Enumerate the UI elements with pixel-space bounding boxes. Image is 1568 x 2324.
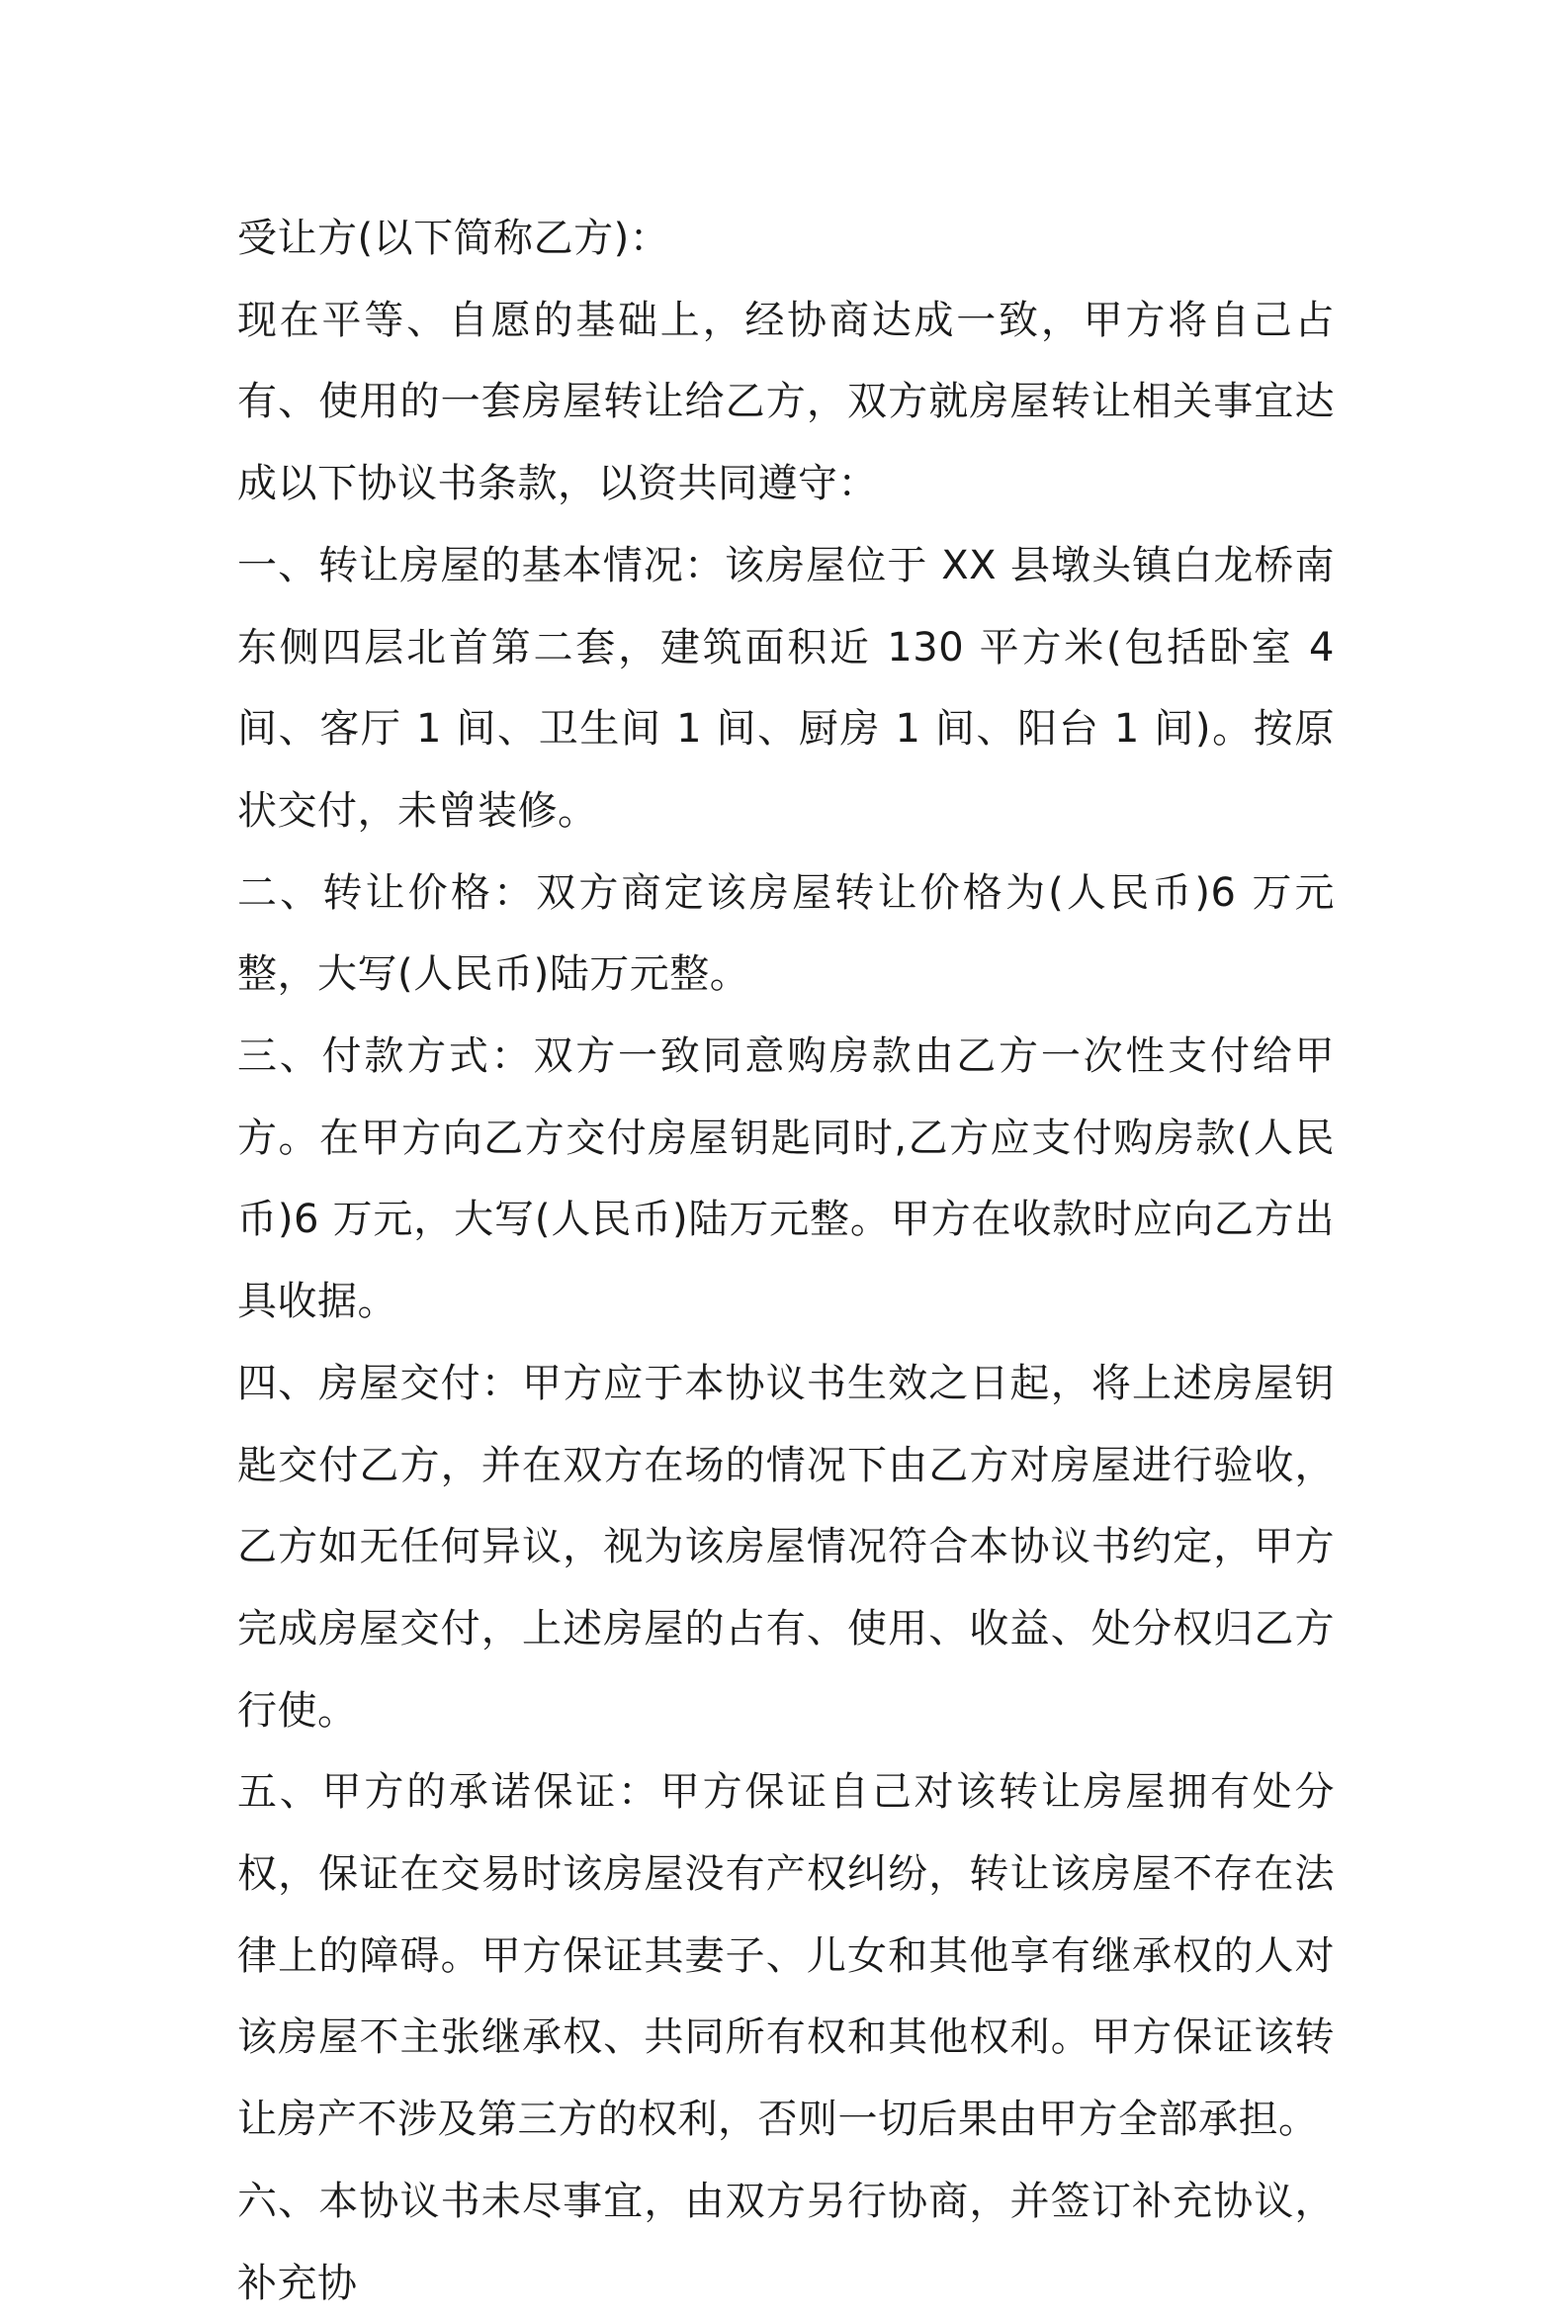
paragraph-preamble: 现在平等、自愿的基础上，经协商达成一致，甲方将自己占有、使用的一套房屋转让给乙方，双方就房屋转让相关事宜达成以下协议书条款，以资共同遵守： [237, 297, 1335, 507]
document-body [237, 198, 1335, 2324]
paragraph-clause-5: 五、甲方的承诺保证：甲方保证自己对该转让房屋拥有处分权，保证在交易时该房屋没有产权纠纷，转让该房屋不存在法律上的障碍。甲方保证其妻子、儿女和其他享有继承权的人对该房屋不主张继承权、共同所有权和其他权利。甲方保证该转让房产不涉及第三方的权利，否则一切后果由甲方全部承担。 [237, 1769, 1335, 2143]
paragraph-clause-2: 二、转让价格：双方商定该房屋转让价格为(人民币)6 万元整，大写(人民币)陆万元整。 [237, 869, 1335, 998]
paragraph-clause-1: 一、转让房屋的基本情况：该房屋位于 XX 县墩头镇白龙桥南东侧四层北首第二套，建筑面积近 130 平方米(包括卧室 4 间、客厅 1 间、卫生间 1 间、厨房 1 间、阳台 1 间)。按原状交付，未曾装修。 [237, 542, 1335, 834]
paragraph-transferee: 受让方(以下简称乙方)： [237, 216, 670, 261]
paragraph-clause-4: 四、房屋交付：甲方应于本协议书生效之日起，将上述房屋钥匙交付乙方，并在双方在场的情况下由乙方对房屋进行验收，乙方如无任何异议，视为该房屋情况符合本协议书约定，甲方完成房屋交付，上述房屋的占有、使用、收益、处分权归乙方行使。 [237, 1360, 1335, 1734]
paragraph-clause-6: 六、本协议书未尽事宜，由双方另行协商，并签订补充协议，补充协 [237, 2178, 1335, 2306]
paragraph-clause-3: 三、付款方式：双方一致同意购房款由乙方一次性支付给甲方。在甲方向乙方交付房屋钥匙同时,乙方应支付购房款(人民币)6 万元，大写(人民币)陆万元整。甲方在收款时应向乙方出具收据。 [237, 1033, 1335, 1325]
